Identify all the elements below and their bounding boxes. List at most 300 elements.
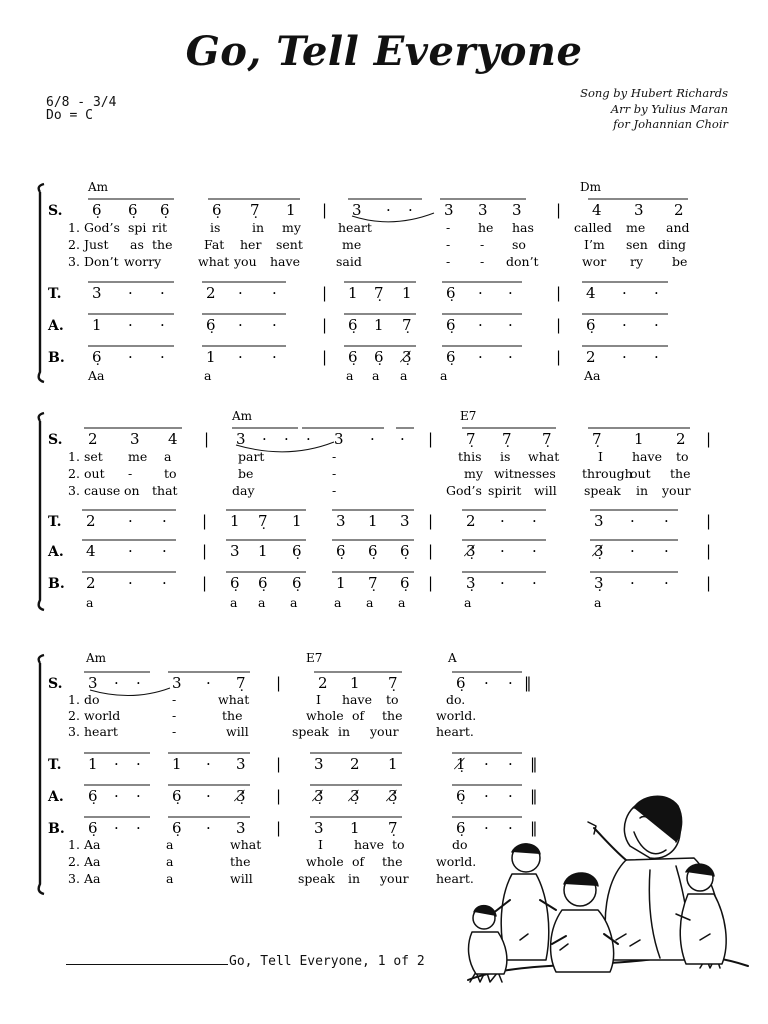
lyric-syllable: of	[352, 708, 365, 723]
lyric-syllable: sent	[276, 237, 303, 252]
alto-note: 3̸̣	[236, 787, 246, 805]
alto-note: 3̸̣	[388, 787, 398, 805]
lyric-syllable: me	[342, 237, 362, 252]
alto-note: ·	[238, 316, 243, 334]
alto-note: |	[556, 316, 562, 334]
soprano-note: |	[706, 430, 712, 448]
soprano-note: ‖	[524, 674, 532, 692]
bass-lyric: a	[166, 837, 174, 852]
soprano-note: 3	[130, 430, 140, 448]
alto-note: ·	[500, 542, 505, 560]
bass-note: 1	[336, 574, 346, 592]
bass-note: 7̣	[388, 819, 398, 837]
bass-lyric: Aa	[584, 368, 601, 383]
alto-note: 1	[258, 542, 268, 560]
alto-note: 6̣	[446, 316, 456, 334]
chord-symbol: Am	[86, 651, 107, 665]
lyric-syllable: have	[270, 254, 300, 269]
credit-arranger: Arr by Yulius Maran	[610, 101, 728, 116]
bass-note: ·	[508, 348, 513, 366]
tenor-note: 3	[594, 512, 604, 530]
tenor-note: 1	[292, 512, 302, 530]
bass-note: ·	[508, 819, 513, 837]
lyric-syllable: this	[458, 449, 482, 464]
voice-label: A.	[48, 318, 64, 334]
soprano-note: 1	[350, 674, 360, 692]
lyric-syllable: part	[238, 449, 265, 464]
lyric-syllable: have	[632, 449, 662, 464]
lyric-syllable: world	[84, 708, 121, 723]
alto-note: 6̣	[336, 542, 346, 560]
lyric-syllable: spirit	[488, 483, 522, 498]
bass-note: ·	[500, 574, 505, 592]
bass-lyric: do	[452, 837, 468, 852]
verse-number: 2.	[68, 708, 80, 723]
chord-symbol: A	[448, 651, 457, 665]
tenor-note: 2	[350, 755, 360, 773]
bass-lyric: to	[392, 837, 405, 852]
tenor-note: 2	[86, 512, 96, 530]
lyric-syllable: do.	[446, 692, 466, 707]
bass-note: 6̣	[172, 819, 182, 837]
bass-note: |	[428, 574, 434, 592]
lyric-syllable: a	[164, 449, 172, 464]
voice-label: S.	[48, 676, 63, 692]
soprano-note: ·	[508, 674, 513, 692]
lyric-syllable: -	[446, 237, 451, 252]
lyric-syllable: -	[172, 692, 177, 707]
lyric-syllable: heart.	[436, 724, 474, 739]
soprano-note: ·	[400, 430, 405, 448]
alto-note: |	[322, 316, 328, 334]
soprano-note: |	[204, 430, 210, 448]
tenor-note: ·	[622, 284, 627, 302]
soprano-note: |	[428, 430, 434, 448]
lyric-syllable: you	[234, 254, 257, 269]
soprano-note: 4	[592, 201, 602, 219]
alto-note: 6̣	[172, 787, 182, 805]
soprano-note: 6̣	[92, 201, 102, 219]
soprano-note: 1	[634, 430, 644, 448]
soprano-note: 3	[352, 201, 362, 219]
tenor-note: 1	[388, 755, 398, 773]
alto-note: ·	[272, 316, 277, 334]
bass-note: ·	[272, 348, 277, 366]
voice-label: T.	[48, 757, 62, 773]
lyric-syllable: her	[240, 237, 262, 252]
tenor-note: ·	[206, 755, 211, 773]
soprano-note: ·	[408, 201, 413, 219]
soprano-note: 2	[676, 430, 686, 448]
bass-note: ·	[162, 574, 167, 592]
soprano-note: ·	[206, 674, 211, 692]
alto-note: 3̸̣	[314, 787, 324, 805]
soprano-note: ·	[484, 674, 489, 692]
bass-note: 6̣	[258, 574, 268, 592]
lyric-syllable: sen	[626, 237, 648, 252]
bass-lyric: a	[440, 368, 448, 383]
chord-symbol: E7	[460, 409, 477, 423]
bass-note: 3	[236, 819, 246, 837]
tenor-note: ·	[128, 284, 133, 302]
alto-note: ·	[508, 787, 513, 805]
tenor-note: ·	[272, 284, 277, 302]
bass-note: 1	[206, 348, 216, 366]
bass-note: 6̣	[456, 819, 466, 837]
lyric-syllable: -	[480, 254, 485, 269]
lyric-syllable: be	[238, 466, 254, 481]
bass-note: |	[556, 348, 562, 366]
bass-lyric: have	[354, 837, 384, 852]
alto-note: 4	[86, 542, 96, 560]
lyric-syllable: day	[232, 483, 255, 498]
alto-note: ·	[508, 316, 513, 334]
bass-lyric: a	[346, 368, 354, 383]
lyric-syllable: said	[336, 254, 362, 269]
bass-note: ‖	[530, 819, 538, 837]
lyric-syllable: on	[124, 483, 140, 498]
bass-note: 2	[586, 348, 596, 366]
tenor-note: |	[276, 755, 282, 773]
bass-lyric: a	[166, 871, 174, 886]
bass-note: |	[322, 348, 328, 366]
song-title: Go, Tell Everyone	[185, 28, 583, 75]
credit-song: Song by Hubert Richards	[580, 86, 728, 100]
lyric-syllable: be	[672, 254, 688, 269]
tenor-note: 1	[368, 512, 378, 530]
verse-number: 2.	[68, 466, 80, 481]
bass-note: ·	[532, 574, 537, 592]
time-signature: 6/8 - 3/4	[46, 95, 117, 110]
bass-lyric: a	[464, 595, 472, 610]
lyric-syllable: Don’t	[84, 254, 119, 269]
bass-lyric: I	[318, 837, 323, 852]
alto-note: 3̸̣	[594, 542, 604, 560]
footer-text: Go, Tell Everyone, 1 of 2	[229, 954, 425, 969]
alto-note: ·	[162, 542, 167, 560]
bass-lyric: a	[230, 595, 238, 610]
lyric-syllable: -	[332, 466, 337, 481]
voice-label: A.	[48, 789, 64, 805]
soprano-note: |	[322, 201, 328, 219]
voice-label: B.	[48, 576, 65, 592]
tenor-note: 2	[206, 284, 216, 302]
verse-number: 2.	[68, 237, 80, 252]
bass-lyric: a	[290, 595, 298, 610]
tenor-note: |	[706, 512, 712, 530]
tenor-note: ·	[160, 284, 165, 302]
lyric-syllable: God’s	[446, 483, 482, 498]
lyric-syllable: I	[316, 692, 321, 707]
verse-number: 1.	[68, 449, 80, 464]
lyric-syllable: -	[128, 466, 133, 481]
alto-note: 6̣	[456, 787, 466, 805]
chord-symbol: Dm	[580, 180, 601, 194]
soprano-note: 3	[172, 674, 182, 692]
soprano-note: 7̣	[236, 674, 246, 692]
bass-note: ·	[238, 348, 243, 366]
tenor-note: ·	[630, 512, 635, 530]
verse-number: 3.	[68, 483, 80, 498]
key-signature: Do = C	[46, 108, 93, 123]
lyric-syllable: he	[478, 220, 494, 235]
bass-note: 3̣	[466, 574, 476, 592]
alto-note: ·	[532, 542, 537, 560]
lyric-syllable: through	[582, 466, 633, 481]
verse-number: 1.	[68, 220, 80, 235]
alto-note: 7̣	[402, 316, 412, 334]
lyric-syllable: whole	[306, 708, 344, 723]
tenor-note: ·	[162, 512, 167, 530]
bass-note: ·	[630, 574, 635, 592]
lyric-syllable: -	[172, 724, 177, 739]
alto-note: |	[276, 787, 282, 805]
lyric-syllable: in	[636, 483, 649, 498]
soprano-note: 6̣	[160, 201, 170, 219]
verse-number: 3.	[68, 871, 80, 886]
tenor-note: ·	[508, 284, 513, 302]
alto-note: |	[706, 542, 712, 560]
tenor-note: 1	[172, 755, 182, 773]
soprano-note: 7̣	[250, 201, 260, 219]
alto-note: |	[202, 542, 208, 560]
soprano-note: 3	[334, 430, 344, 448]
bass-lyric: a	[594, 595, 602, 610]
alto-note: ·	[654, 316, 659, 334]
lyric-syllable: my	[464, 466, 483, 481]
lyric-syllable: witnesses	[494, 466, 556, 481]
alto-note: 3̸̣	[466, 542, 476, 560]
lyric-syllable: to	[676, 449, 689, 464]
soprano-note: 6̣	[456, 674, 466, 692]
lyric-syllable: Just	[84, 237, 109, 252]
tenor-note: 6̣	[446, 284, 456, 302]
soprano-note: 7̣	[466, 430, 476, 448]
tenor-note: |	[428, 512, 434, 530]
bass-lyric: a	[86, 595, 94, 610]
lyric-syllable: have	[342, 692, 372, 707]
tenor-note: 1	[230, 512, 240, 530]
lyric-syllable: your	[662, 483, 691, 498]
lyric-syllable: I’m	[584, 237, 605, 252]
lyric-syllable: is	[500, 449, 511, 464]
chord-symbol: E7	[306, 651, 323, 665]
tenor-note: ·	[238, 284, 243, 302]
bass-lyric: heart.	[436, 871, 474, 886]
bass-lyric: Aa	[84, 854, 101, 869]
lyric-syllable: to	[386, 692, 399, 707]
alto-note: ·	[622, 316, 627, 334]
lyric-syllable: has	[512, 220, 534, 235]
tenor-note: 4	[586, 284, 596, 302]
verse-number: 1.	[68, 837, 80, 852]
verse-number: 2.	[68, 854, 80, 869]
soprano-note: 6̣	[128, 201, 138, 219]
soprano-note: ·	[136, 674, 141, 692]
lyric-syllable: heart	[338, 220, 372, 235]
bass-note: ·	[478, 348, 483, 366]
bass-note: ·	[654, 348, 659, 366]
tenor-note: ·	[484, 755, 489, 773]
tenor-note: ·	[654, 284, 659, 302]
alto-note: 6̣	[348, 316, 358, 334]
bass-note: 6̣	[230, 574, 240, 592]
bass-note: 6̣	[92, 348, 102, 366]
bass-lyric: a	[400, 368, 408, 383]
bass-lyric: whole	[306, 854, 344, 869]
alto-note: 3	[230, 542, 240, 560]
lyric-syllable: called	[574, 220, 612, 235]
soprano-note: 2	[674, 201, 684, 219]
bass-note: ·	[136, 819, 141, 837]
tenor-note: ·	[508, 755, 513, 773]
tenor-note: ·	[136, 755, 141, 773]
soprano-note: 3	[478, 201, 488, 219]
soprano-note: ·	[370, 430, 375, 448]
bass-note: ·	[160, 348, 165, 366]
soprano-note: |	[276, 674, 282, 692]
lyric-syllable: the	[670, 466, 691, 481]
bass-note: ·	[114, 819, 119, 837]
bass-note: ·	[128, 348, 133, 366]
tenor-note: 7̣	[258, 512, 268, 530]
voice-label: T.	[48, 286, 62, 302]
tenor-note: |	[322, 284, 328, 302]
tenor-note: 3	[236, 755, 246, 773]
soprano-note: 2	[88, 430, 98, 448]
alto-note: 3̸̣	[350, 787, 360, 805]
lyric-syllable: as	[130, 237, 144, 252]
soprano-note: |	[556, 201, 562, 219]
soprano-note: 3	[512, 201, 522, 219]
lyric-syllable: -	[332, 449, 337, 464]
alto-note: ·	[664, 542, 669, 560]
lyric-syllable: Fat	[204, 237, 225, 252]
bass-note: 6̣	[446, 348, 456, 366]
lyric-syllable: will	[534, 483, 557, 498]
soprano-note: 7̣	[542, 430, 552, 448]
bass-note: ·	[206, 819, 211, 837]
lyric-syllable: my	[282, 220, 301, 235]
bass-note: 3̸̣	[402, 348, 412, 366]
lyric-syllable: your	[370, 724, 399, 739]
bass-note: ·	[128, 574, 133, 592]
bass-lyric: will	[230, 871, 253, 886]
bass-lyric: a	[166, 854, 174, 869]
lyric-syllable: so	[512, 237, 526, 252]
credit-choir: for Johannian Choir	[613, 117, 728, 131]
lyric-syllable: God’s	[84, 220, 120, 235]
soprano-note: 2	[318, 674, 328, 692]
soprano-note: ·	[284, 430, 289, 448]
lyric-syllable: that	[152, 483, 178, 498]
voice-label: S.	[48, 432, 63, 448]
lyric-syllable: heart	[84, 724, 118, 739]
voice-label: T.	[48, 514, 62, 530]
bass-lyric: speak	[298, 871, 335, 886]
bass-lyric: Aa	[88, 368, 105, 383]
soprano-note: 1	[286, 201, 296, 219]
alto-note: ·	[160, 316, 165, 334]
bass-lyric: the	[230, 854, 251, 869]
soprano-note: ·	[262, 430, 267, 448]
bass-lyric: a	[398, 595, 406, 610]
soprano-note: 3	[236, 430, 246, 448]
alto-note: |	[428, 542, 434, 560]
alto-note: ‖	[530, 787, 538, 805]
lyric-syllable: wor	[582, 254, 607, 269]
lyric-syllable: do	[84, 692, 100, 707]
chord-symbol: Am	[88, 180, 109, 194]
lyric-syllable: in	[338, 724, 351, 739]
voice-label: B.	[48, 821, 65, 837]
lyric-syllable: -	[332, 483, 337, 498]
lyric-syllable: out	[630, 466, 651, 481]
lyric-syllable: will	[226, 724, 249, 739]
bass-note: 6̣	[374, 348, 384, 366]
tenor-note: 1	[88, 755, 98, 773]
tenor-note: ·	[664, 512, 669, 530]
voice-label: A.	[48, 544, 64, 560]
bass-lyric: world.	[436, 854, 477, 869]
bass-lyric: Aa	[84, 871, 101, 886]
verse-number: 3.	[68, 724, 80, 739]
lyric-syllable: don’t	[506, 254, 539, 269]
lyric-syllable: -	[480, 237, 485, 252]
alto-note: 1	[374, 316, 384, 334]
bass-note: 2	[86, 574, 96, 592]
bass-note: 3̣	[594, 574, 604, 592]
bass-lyric: a	[204, 368, 212, 383]
lyric-syllable: me	[128, 449, 148, 464]
lyric-syllable: and	[666, 220, 690, 235]
bass-lyric: what	[230, 837, 262, 852]
footer-rule	[66, 964, 228, 965]
soprano-note: 3	[444, 201, 454, 219]
lyric-syllable: cause	[84, 483, 121, 498]
voice-label: B.	[48, 350, 65, 366]
alto-note: ·	[128, 316, 133, 334]
tenor-note: ·	[478, 284, 483, 302]
tenor-note: 3	[400, 512, 410, 530]
footer	[66, 954, 425, 969]
bass-lyric: in	[348, 871, 361, 886]
bass-lyric: a	[258, 595, 266, 610]
lyric-syllable: what	[218, 692, 250, 707]
lyric-syllable: the	[152, 237, 173, 252]
alto-note: 6̣	[206, 316, 216, 334]
bass-note: 6̣	[400, 574, 410, 592]
lyric-syllable: speak	[584, 483, 621, 498]
alto-note: 6̣	[88, 787, 98, 805]
soprano-note: 4	[168, 430, 178, 448]
lyric-syllable: rit	[152, 220, 167, 235]
lyric-syllable: in	[252, 220, 265, 235]
lyric-syllable: the	[222, 708, 243, 723]
alto-note: ·	[114, 787, 119, 805]
bass-note: 3	[314, 819, 324, 837]
tenor-note: 7̣	[374, 284, 384, 302]
alto-note: 6̣	[586, 316, 596, 334]
lyric-syllable: what	[198, 254, 230, 269]
alto-note: ·	[630, 542, 635, 560]
lyric-syllable: set	[84, 449, 103, 464]
soprano-note: 6̣	[212, 201, 222, 219]
bass-lyric: your	[380, 871, 409, 886]
tenor-note: 2	[466, 512, 476, 530]
soprano-note: ·	[386, 201, 391, 219]
soprano-note: ·	[306, 430, 311, 448]
